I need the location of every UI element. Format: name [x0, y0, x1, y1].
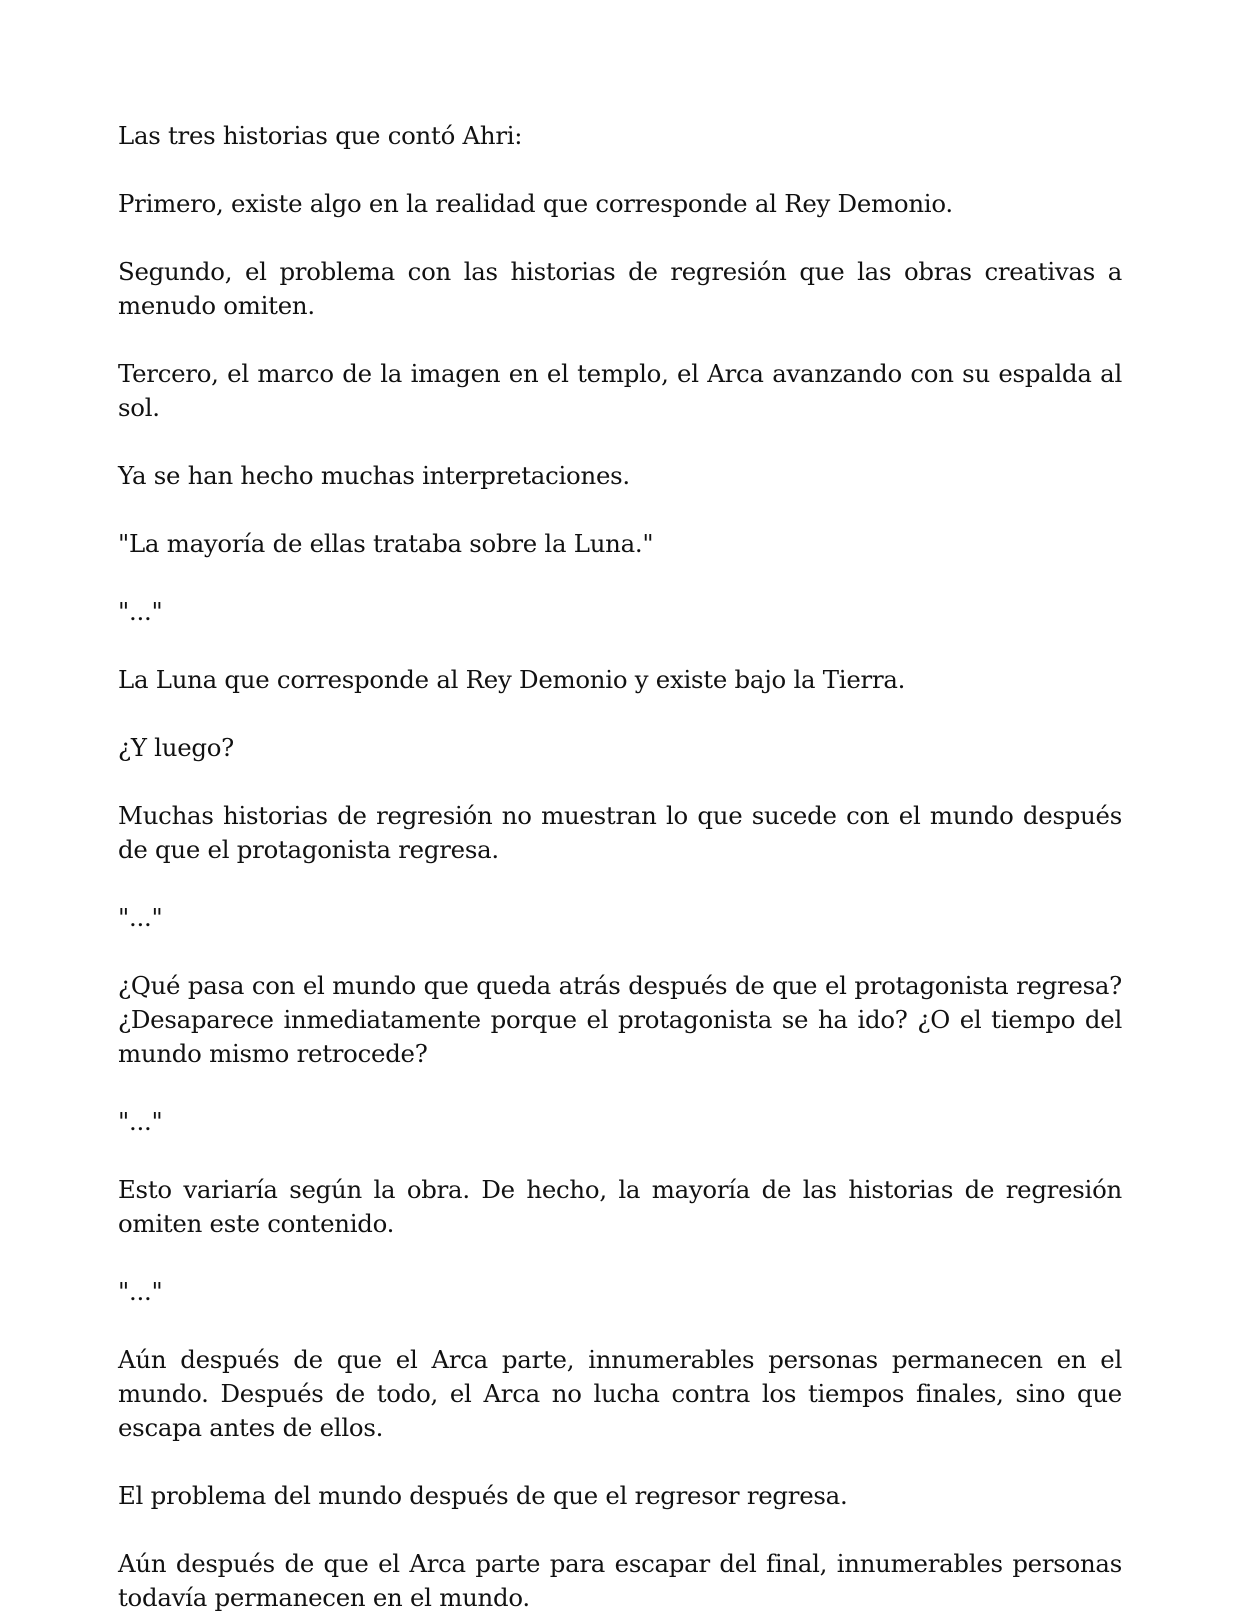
paragraph: Tercero, el marco de la imagen en el templo, el Arca avanzando con su espalda al sol.	[118, 359, 1122, 422]
paragraph: ¿Qué pasa con el mundo que queda atrás después de que el protagonista regresa? ¿Desaparece inmediatamente porque el protagonista se ha ido? ¿O el tiempo del mundo mismo retrocede?	[118, 971, 1122, 1068]
paragraph: Muchas historias de regresión no muestran lo que sucede con el mundo después de que el protagonista regresa.	[118, 801, 1122, 864]
paragraph: Esto variaría según la obra. De hecho, la mayoría de las historias de regresión omiten este contenido.	[118, 1175, 1122, 1238]
paragraph: Las tres historias que contó Ahri:	[118, 121, 523, 150]
paragraph: Aún después de que el Arca parte, innumerables personas permanecen en el mundo. Después de todo, el Arca no lucha contra los tiempos finales, sino que escapa antes de ellos.	[118, 1345, 1122, 1442]
paragraph: "La mayoría de ellas trataba sobre la Luna."	[118, 529, 654, 558]
paragraph: Primero, existe algo en la realidad que corresponde al Rey Demonio.	[118, 189, 953, 218]
paragraph: "..."	[118, 1277, 163, 1306]
paragraph: Segundo, el problema con las historias de regresión que las obras creativas a menudo omiten.	[118, 257, 1122, 320]
paragraph: "..."	[118, 1107, 163, 1136]
paragraph: "..."	[118, 597, 163, 626]
paragraph: El problema del mundo después de que el regresor regresa.	[118, 1481, 848, 1510]
paragraph: ¿Y luego?	[118, 733, 234, 762]
paragraph: Aún después de que el Arca parte para escapar del final, innumerables personas todavía permanecen en el mundo.	[118, 1549, 1122, 1612]
paragraph: La Luna que corresponde al Rey Demonio y existe bajo la Tierra.	[118, 665, 906, 694]
paragraph: Ya se han hecho muchas interpretaciones.	[118, 461, 630, 490]
paragraph: "..."	[118, 903, 163, 932]
document-body	[118, 119, 1122, 1617]
